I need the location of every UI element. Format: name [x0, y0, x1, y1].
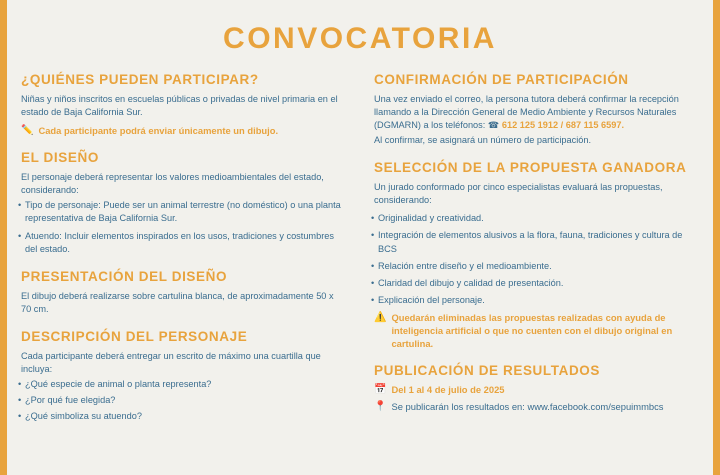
section-heading: CONFIRMACIÓN DE PARTICIPACIÓN — [374, 72, 629, 87]
page-title: CONVOCATORIA — [223, 22, 497, 55]
results-place-prefix: Se publicarán los resultados en: — [391, 401, 525, 413]
list-item: • Atuendo: Incluir elementos inspirados en los usos, tradiciones y costumbres del estado. — [21, 230, 346, 256]
results-date: Del 1 al 4 de julio de 2025 — [391, 384, 505, 396]
section-publicacion-de-resultados — [374, 363, 699, 412]
results-place-text — [391, 401, 663, 412]
section-heading: PUBLICACIÓN DE RESULTADOS — [374, 363, 601, 379]
section-quienes-pueden-participar — [21, 72, 346, 137]
section-heading: DESCRIPCIÓN DEL PERSONAJE — [21, 328, 248, 344]
telephone-icon: ☎ — [487, 120, 500, 131]
criteria-bullets — [374, 212, 699, 306]
list-item: • Originalidad y creatividad. — [374, 212, 699, 225]
warning-icon: ⚠️ — [374, 311, 387, 323]
confirmation-text: Una vez enviado el correo, la persona tutora deberá confirmar la recepción llamando a la Dirección General de Medio Ambiente y Recursos Naturales (DGMARN) a los teléfonos: — [374, 94, 679, 131]
section-presentacion-del-diseno — [21, 269, 346, 316]
ai-warning-note — [374, 311, 699, 350]
list-item: • Tipo de personaje: Puede ser un animal terrestre (no doméstico) o una planta representativa de Baja California Sur. — [21, 199, 346, 225]
results-place-line — [374, 401, 699, 412]
section-body: Cada participante deberá entregar un escrito de máximo una cuartilla que incluya: — [21, 350, 321, 374]
right-accent-bar — [713, 0, 720, 475]
results-date-line — [374, 384, 699, 395]
document-page — [7, 0, 713, 475]
ai-warning-text: Quedarán eliminadas las propuestas realizadas con ayuda de inteligencia artificial o que no cuenten con el dibujo original en cartulina. — [391, 311, 673, 350]
participation-note-text: Cada participante podrá enviar únicamente un dibujo. — [38, 125, 279, 137]
description-questions — [21, 378, 346, 423]
content-columns — [21, 72, 699, 436]
participation-note — [21, 124, 346, 137]
section-heading: ¿QUIÉNES PUEDEN PARTICIPAR? — [21, 72, 259, 87]
left-accent-bar — [0, 0, 7, 475]
section-heading: SELECCIÓN DE LA PROPUESTA GANADORA — [374, 160, 687, 176]
section-descripcion-del-personaje — [21, 329, 346, 423]
section-heading: EL DISEÑO — [21, 150, 99, 166]
calendar-icon: 📅 — [374, 384, 387, 396]
section-body: El dibujo deberá realizarse sobre cartulina blanca, de aproximadamente 50 x 70 cm. — [21, 290, 334, 314]
confirmation-note: Al confirmar, se asignará un número de participación. — [374, 135, 592, 146]
design-bullets — [21, 199, 346, 255]
list-item: • Explicación del personaje. — [374, 294, 699, 307]
confirmation-phones: 612 125 1912 / 687 115 6597. — [501, 120, 624, 131]
list-item: • ¿Qué simboliza su atuendo? — [21, 410, 346, 423]
section-body: Un jurado conformado por cinco especialistas evaluará las propuestas, considerando: — [374, 182, 663, 206]
list-item: • Claridad del dibujo y calidad de presentación. — [374, 277, 699, 290]
list-item: • Integración de elementos alusivos a la flora, fauna, tradiciones y cultura de BCS — [374, 229, 699, 255]
section-confirmacion-de-participacion — [374, 72, 699, 147]
list-item: • ¿Qué especie de animal o planta representa? — [21, 378, 346, 391]
section-body — [374, 93, 699, 132]
right-column — [374, 72, 699, 436]
pencil-icon: ✏️ — [21, 125, 34, 137]
results-url[interactable]: www.facebook.com/sepuimmbcs — [527, 401, 664, 413]
pin-icon: 📍 — [374, 401, 387, 413]
section-seleccion-de-la-propuesta-ganadora — [374, 160, 699, 350]
list-item: • ¿Por qué fue elegida? — [21, 394, 346, 407]
list-item: • Relación entre diseño y el medioambiente. — [374, 260, 699, 273]
left-column — [21, 72, 346, 436]
section-heading: PRESENTACIÓN DEL DISEÑO — [21, 268, 228, 284]
section-el-diseno — [21, 150, 346, 255]
section-body: El personaje deberá representar los valores medioambientales del estado, considerando: — [21, 172, 324, 196]
section-body: Niñas y niños inscritos en escuelas públicas o privadas de nivel primaria en el estado de Baja California Sur. — [21, 94, 338, 118]
